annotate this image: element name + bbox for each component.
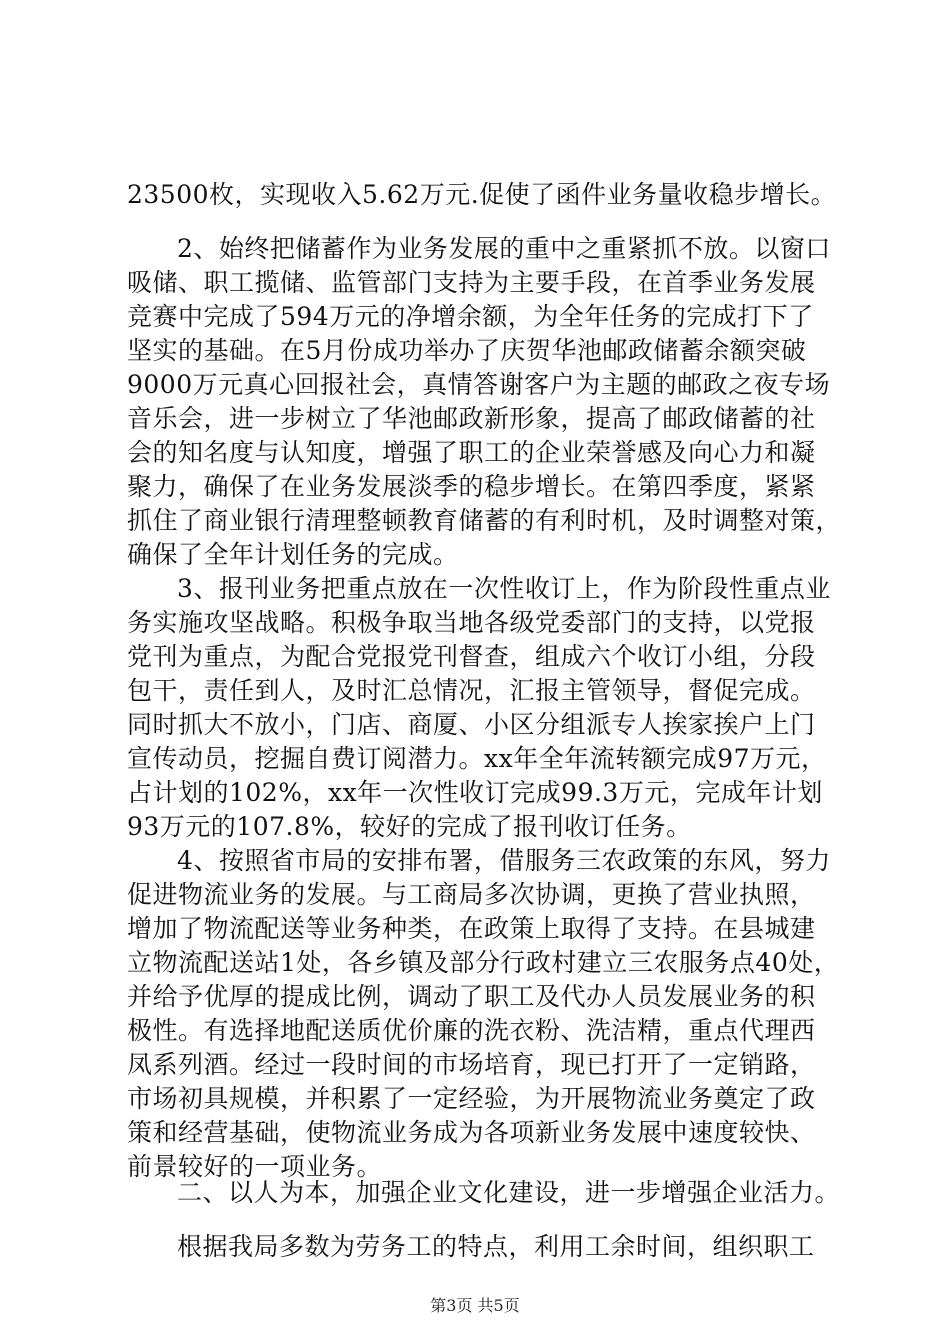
paragraph-line: 并给予优厚的提成比例，调动了职工及代办人员发展业务的积 xyxy=(127,982,816,1011)
paragraph-line: 会的知名度与认知度，增强了职工的企业荣誉感及向心力和凝 xyxy=(127,438,816,467)
paragraph-line: 促进物流业务的发展。与工商局多次协调，更换了营业执照， xyxy=(127,880,816,909)
paragraph-line: 包干，责任到人，及时汇总情况，汇报主管领导，督促完成。 xyxy=(127,676,816,705)
paragraph-line: 坚实的基础。在5月份成功举办了庆贺华池邮政储蓄余额突破 xyxy=(127,336,807,365)
paragraph-line: 同时抓大不放小，门店、商厦、小区分组派专人挨家挨户上门 xyxy=(127,710,816,739)
paragraph-line: 确保了全年计划任务的完成。 xyxy=(127,540,459,569)
paragraph-line: 23500枚，实现收入5.62万元.促使了函件业务量收稳步增长。 xyxy=(127,180,837,209)
paragraph-line: 市场初具规模，并积累了一定经验，为开展物流业务奠定了政 xyxy=(127,1084,816,1113)
paragraph-line: 凤系列酒。经过一段时间的市场培育，现已打开了一定销路， xyxy=(127,1050,816,1079)
paragraph-line: 抓住了商业银行清理整顿教育储蓄的有利时机，及时调整对策， xyxy=(127,506,842,535)
paragraph-line: 策和经营基础，使物流业务成为各项新业务发展中速度较快、 xyxy=(127,1118,816,1147)
paragraph-line: 4、按照省市局的安排布署，借服务三农政策的东风，努力 xyxy=(177,846,831,875)
paragraph-line: 极性。有选择地配送质优价廉的洗衣粉、洗洁精，重点代理西 xyxy=(127,1016,816,1045)
page-number-footer: 第3页 共5页 xyxy=(430,1296,520,1315)
paragraph-line: 立物流配送站1处，各乡镇及部分行政村建立三农服务点40处， xyxy=(127,948,840,977)
paragraph-line: 2、始终把储蓄作为业务发展的重中之重紧抓不放。以窗口 xyxy=(177,234,831,263)
paragraph-line: 根据我局多数为劳务工的特点，利用工余时间，组织职工 xyxy=(177,1232,815,1261)
section-heading: 二、以人为本，加强企业文化建设，进一步增强企业活力。 xyxy=(177,1178,841,1207)
paragraph-line: 前景较好的一项业务。 xyxy=(127,1152,383,1181)
paragraph-line: 3、报刊业务把重点放在一次性收订上，作为阶段性重点业 xyxy=(177,574,831,603)
paragraph-line: 竞赛中完成了594万元的净增余额，为全年任务的完成打下了 xyxy=(127,302,814,331)
paragraph-line: 宣传动员，挖掘自费订阅潜力。xx年全年流转额完成97万元， xyxy=(127,744,827,773)
paragraph-line: 务实施攻坚战略。积极争取当地各级党委部门的支持，以党报 xyxy=(127,608,816,637)
paragraph-line: 占计划的102%，xx年一次性收订完成99.3万元，完成年计划 xyxy=(127,778,823,807)
paragraph-line: 党刊为重点，为配合党报党刊督查，组成六个收订小组，分段 xyxy=(127,642,816,671)
paragraph-line: 9000万元真心回报社会，真情答谢客户为主题的邮政之夜专场 xyxy=(127,370,831,399)
paragraph-line: 吸储、职工揽储、监管部门支持为主要手段，在首季业务发展 xyxy=(127,268,816,297)
paragraph-line: 音乐会，进一步树立了华池邮政新形象，提高了邮政储蓄的社 xyxy=(127,404,816,433)
paragraph-line: 聚力，确保了在业务发展淡季的稳步增长。在第四季度，紧紧 xyxy=(127,472,816,501)
paragraph-line: 增加了物流配送等业务种类，在政策上取得了支持。在县城建 xyxy=(127,914,816,943)
paragraph-line: 93万元的107.8%，较好的完成了报刊收订任务。 xyxy=(127,812,692,841)
